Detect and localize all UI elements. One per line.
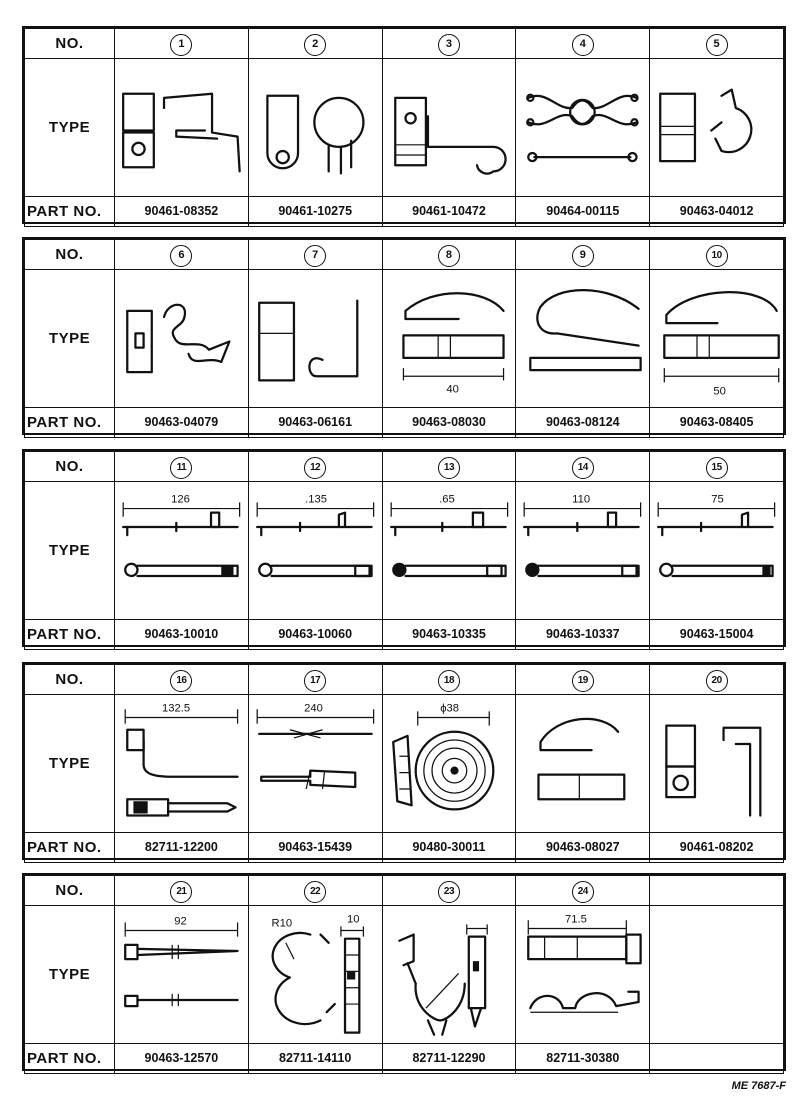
part-number: 90463-04012 [650,196,784,226]
item-number: 3 [438,34,460,56]
item-number: 14 [572,457,594,479]
parts-panel-3 [22,449,786,647]
band-illustration-15 [650,482,783,619]
dimension-label: 71.5 [565,913,588,926]
part-number: 82711-12290 [382,1043,516,1073]
item-number: 24 [572,881,594,903]
part-no-label: PART NO. [25,832,115,862]
parts-panel-1 [22,26,786,224]
item-number: 20 [706,670,728,692]
band-illustration-12 [249,482,382,619]
band-illustration-11 [115,482,248,619]
clip-illustration-24 [516,906,649,1043]
item-number: 6 [170,245,192,267]
part-number: 90480-30011 [382,832,516,862]
part-number: 90463-12570 [115,1043,249,1073]
parts-table-4 [24,664,784,863]
part-number: 90463-15439 [248,832,382,862]
part-number: 90463-10337 [516,619,650,649]
item-number: 21 [170,881,192,903]
type-label: TYPE [25,695,115,833]
empty-cell [650,906,784,1044]
part-number: 90463-08030 [382,407,516,437]
part-number: 90463-15004 [650,619,784,649]
dimension-label: ϕ38 [439,702,459,715]
no-label: NO. [25,452,115,482]
item-number: 18 [438,670,460,692]
part-number: 90463-08027 [516,832,650,862]
item-number: 4 [572,34,594,56]
parts-table-5 [24,875,784,1074]
dimension-label: 126 [171,493,190,506]
dimension-label: 92 [174,915,187,928]
clamp-illustration-10 [650,270,783,407]
item-number: 2 [304,34,326,56]
type-label: TYPE [25,59,115,197]
document-code: ME 7687-F [731,1080,786,1092]
no-label: NO. [25,240,115,270]
dimension-label: 132.5 [161,702,191,715]
part-number: 90463-08405 [650,407,784,437]
part-number: 82711-12200 [115,832,249,862]
type-label: TYPE [25,906,115,1044]
dimension-label: 50 [713,385,727,398]
clamp-illustration-6 [115,270,248,407]
clamp-illustration-4 [516,59,649,196]
clamp-illustration-9 [516,270,649,407]
part-no-label: PART NO. [25,196,115,226]
part-number: 90464-00115 [516,196,650,226]
parts-panel-4 [22,662,786,860]
parts-panel-2 [22,237,786,435]
item-number: 5 [706,34,728,56]
no-label: NO. [25,876,115,906]
clamp-illustration-19 [516,695,649,832]
item-number: 22 [304,881,326,903]
part-number: 90463-06161 [248,407,382,437]
dimension-label: R10 [271,917,292,930]
part-number: 90461-10275 [248,196,382,226]
empty-cell [650,876,784,906]
part-number: 90463-10010 [115,619,249,649]
clamp-illustration-3 [383,59,516,196]
clamp-illustration-20 [650,695,783,832]
clamp-illustration-2 [249,59,382,196]
type-label: TYPE [25,482,115,620]
part-number: 82711-14110 [248,1043,382,1073]
dimension-label: .135 [304,493,327,506]
dimension-label: 75 [711,493,724,506]
dimension-label: 110 [572,493,591,506]
item-number: 19 [572,670,594,692]
item-number: 16 [170,670,192,692]
clamp-illustration-5 [650,59,783,196]
no-label: NO. [25,29,115,59]
item-number: 8 [438,245,460,267]
dimension-label-secondary: 10 [346,913,360,926]
part-no-label: PART NO. [25,619,115,649]
item-number: 23 [438,881,460,903]
item-number: 17 [304,670,326,692]
item-number: 1 [170,34,192,56]
tie-illustration-17 [249,695,382,832]
tie-illustration-21 [115,906,248,1043]
part-number: 90463-10335 [382,619,516,649]
dimension-label: 40 [445,383,459,396]
part-number: 90461-08352 [115,196,249,226]
part-no-label: PART NO. [25,1043,115,1073]
clamp-illustration-7 [249,270,382,407]
clip-illustration-22 [249,906,382,1043]
tie-illustration-16 [115,695,248,832]
part-number: 90463-10060 [248,619,382,649]
part-number: 82711-30380 [516,1043,650,1073]
band-illustration-13 [383,482,516,619]
clip-illustration-23 [383,906,516,1043]
part-number [650,1043,784,1073]
part-number: 90461-10472 [382,196,516,226]
part-no-label: PART NO. [25,407,115,437]
part-number: 90463-04079 [115,407,249,437]
item-number: 11 [170,457,192,479]
part-number: 90463-08124 [516,407,650,437]
clamp-illustration-1 [115,59,248,196]
clamp-illustration-8 [383,270,516,407]
parts-table-1 [24,28,784,227]
item-number: 13 [438,457,460,479]
item-number: 9 [572,245,594,267]
dimension-label: 240 [303,702,323,715]
parts-table-3 [24,451,784,650]
parts-table-2 [24,239,784,438]
item-number: 12 [304,457,326,479]
no-label: NO. [25,665,115,695]
item-number: 15 [706,457,728,479]
band-illustration-14 [516,482,649,619]
item-number: 10 [706,245,728,267]
grommet-illustration-18 [383,695,516,832]
part-number: 90461-08202 [650,832,784,862]
item-number: 7 [304,245,326,267]
dimension-label: .65 [438,493,455,506]
parts-panel-5 [22,873,786,1071]
type-label: TYPE [25,270,115,408]
